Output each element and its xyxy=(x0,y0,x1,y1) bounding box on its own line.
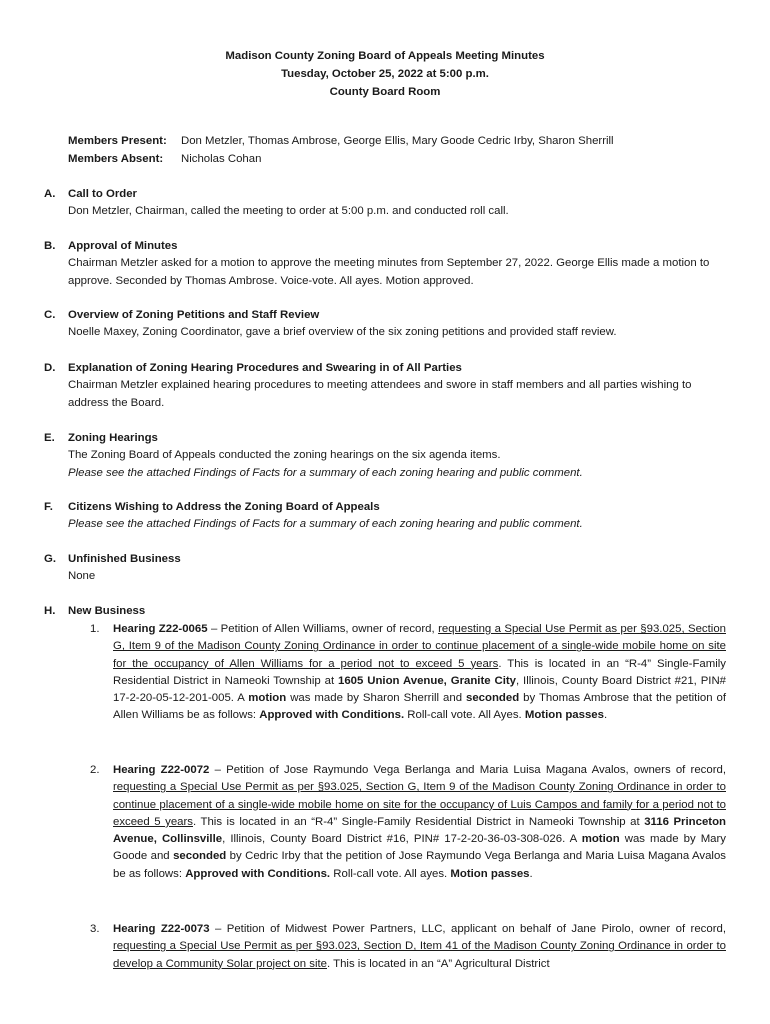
members-present-row xyxy=(68,133,614,151)
request-text: requesting a Special Use Permit as per §93.025, Section G, Item 9 of the Madison County Zoning Ordinance in order to continue placement of a single-wide mobile home on site for the occupancy of Luis Campos and family for a period not to exceed 5 years xyxy=(113,781,726,828)
property-address: 1605 Union Avenue, Granite City xyxy=(338,674,516,687)
section-title: Overview of Zoning Petitions and Staff Review xyxy=(68,309,320,321)
section-letter: A. xyxy=(44,188,56,200)
meeting-location: County Board Room xyxy=(329,86,441,98)
section-title: New Business xyxy=(68,605,146,617)
item-text-part: – Petition of Jose Raymundo Vega Berlanga and Maria Luisa Magana Avalos, owners of record, xyxy=(209,764,726,776)
section-letter: C. xyxy=(44,309,56,321)
item-text-part: . This is located in an “R-4” Single-Family Residential District in Nameoki Township at xyxy=(113,657,726,687)
result-text: Approved with Conditions. xyxy=(185,867,331,880)
section-letter: G. xyxy=(44,553,57,565)
section-note: Please see the attached Findings of Facts for a summary of each zoning hearing and public comment. xyxy=(68,466,583,479)
motion-word: motion xyxy=(581,833,620,846)
item-text-part: by Thomas Ambrose that the petition of Allen Williams be as follows: xyxy=(113,692,726,722)
request-text: requesting a Special Use Permit as per §93.023, Section D, Item 41 of the Madison County Zoning Ordinance in order to develop a Community Solar project on site xyxy=(113,940,726,970)
section-letter: D. xyxy=(44,362,56,374)
section-text: The Zoning Board of Appeals conducted the zoning hearings on the six agenda items. xyxy=(68,449,501,462)
section-letter: B. xyxy=(44,240,56,252)
meeting-date: Tuesday, October 25, 2022 at 5:00 p.m. xyxy=(281,68,489,80)
result-text: Approved with Conditions. xyxy=(259,709,405,722)
item-text-part: by Cedric Irby that the petition of Jose Raymundo Vega Berlanga and Maria Luisa Magana Avalos be as follows: xyxy=(113,850,726,880)
section-letter: F. xyxy=(44,501,53,513)
seconded-word: seconded xyxy=(173,850,227,863)
item-number: 2. xyxy=(90,764,100,776)
hearing-id: Hearing Z22-0072 xyxy=(113,764,210,776)
section-title: Explanation of Zoning Hearing Procedures and Swearing in of All Parties xyxy=(68,362,462,374)
item-text xyxy=(113,921,726,973)
motion-passes: Motion passes xyxy=(450,867,530,880)
item-text-part: , Illinois, County Board District #21, PIN# 17-2-20-05-12-201-005. A xyxy=(113,674,727,705)
item-text xyxy=(113,621,726,725)
item-text-part: , Illinois, County Board District #16, PIN# 17-2-20-36-03-308-026. A xyxy=(222,833,582,846)
item-text-part: . xyxy=(603,709,608,722)
section-title: Zoning Hearings xyxy=(68,432,158,444)
item-text-part: – Petition of Midwest Power Partners, LLC, applicant on behalf of Jane Pirolo, owner of record, xyxy=(209,923,726,935)
document-title: Madison County Zoning Board of Appeals Meeting Minutes xyxy=(225,50,545,62)
property-address: 3116 Princeton Avenue, Collinsville xyxy=(113,815,726,846)
section-title: Call to Order xyxy=(68,188,137,200)
document-header xyxy=(0,48,770,102)
section-letter: E. xyxy=(44,432,55,444)
motion-word: motion xyxy=(248,692,287,705)
section-letter: H. xyxy=(44,605,56,617)
members-block xyxy=(68,133,614,169)
section-text: Chairman Metzler asked for a motion to approve the meeting minutes from September 27, 2022. George Ellis made a motion to approve. Seconded by Thomas Ambrose. Voice-vote. All ayes. Motion approved. xyxy=(68,257,710,287)
members-present-label: Members Present: xyxy=(68,135,167,147)
item-number: 1. xyxy=(90,623,100,635)
section-text: Noelle Maxey, Zoning Coordinator, gave a brief overview of the six zoning petitions and provided staff review. xyxy=(68,326,617,339)
item-text xyxy=(113,762,726,883)
item-text-part: . xyxy=(529,867,533,880)
section-title: Approval of Minutes xyxy=(68,240,178,252)
members-absent-label: Members Absent: xyxy=(68,153,164,165)
item-text-part: was made by Mary Goode and xyxy=(113,833,727,863)
hearing-id: Hearing Z22-0065 xyxy=(113,623,208,635)
section-title: Citizens Wishing to Address the Zoning Board of Appeals xyxy=(68,501,380,513)
members-absent-row xyxy=(68,151,614,169)
item-text-part: – Petition of Allen Williams, owner of record, xyxy=(207,623,439,635)
item-text-part: Roll-call vote. All Ayes. xyxy=(404,709,525,722)
item-text-part: was made by Sharon Sherrill and xyxy=(286,692,467,705)
motion-passes: Motion passes xyxy=(524,709,604,722)
item-text-part: . This is located in an “R-4” Single-Family Residential District in Nameoki Township at xyxy=(193,815,645,828)
item-text-part: Roll-call vote. All ayes. xyxy=(330,867,451,880)
section-note: Please see the attached Findings of Facts for a summary of each zoning hearing and public comment. xyxy=(68,518,583,531)
section-text: Don Metzler, Chairman, called the meeting to order at 5:00 p.m. and conducted roll call. xyxy=(68,205,509,218)
hearing-id: Hearing Z22-0073 xyxy=(113,923,210,935)
request-text: requesting a Special Use Permit as per §93.025, Section G, Item 9 of the Madison County Zoning Ordinance in order to continue placement of a single-wide mobile home on site for the occupancy of Allen Williams for a period not to exceed 5 years xyxy=(113,623,726,670)
seconded-word: seconded xyxy=(466,692,520,705)
members-absent-value: Nicholas Cohan xyxy=(181,153,262,165)
item-text-part: . This is located in an “A” Agricultural District xyxy=(327,957,550,970)
section-text: Chairman Metzler explained hearing procedures to meeting attendees and swore in staff members and all parties wishing to address the Board. xyxy=(68,379,692,409)
section-title: Unfinished Business xyxy=(68,553,181,565)
members-present-value: Don Metzler, Thomas Ambrose, George Ellis, Mary Goode Cedric Irby, Sharon Sherrill xyxy=(181,135,614,147)
item-number: 3. xyxy=(90,923,100,935)
section-text: None xyxy=(68,570,96,583)
